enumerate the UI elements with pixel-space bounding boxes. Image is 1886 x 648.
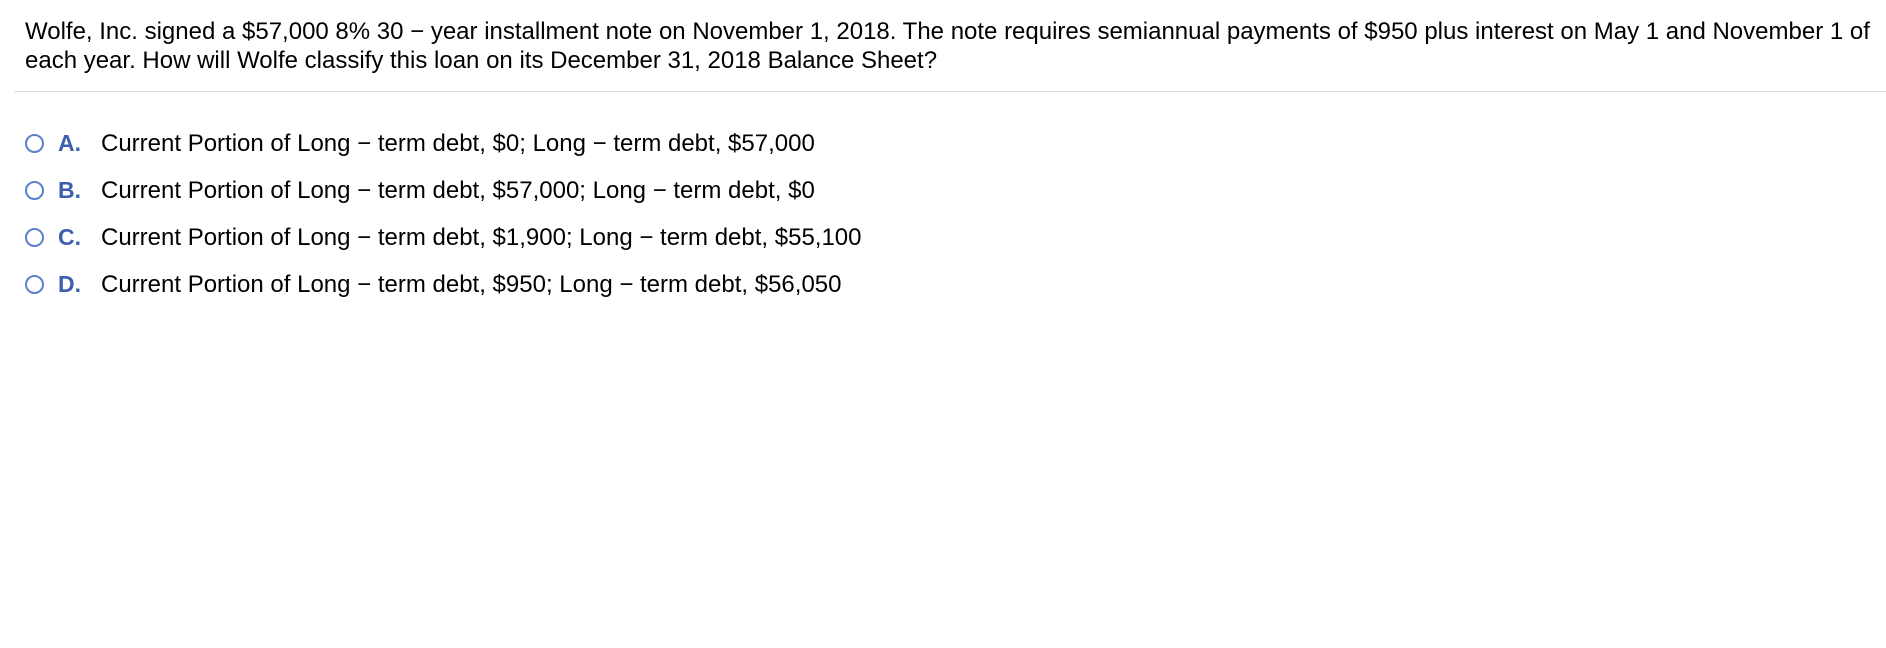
radio-button-b[interactable] [25, 181, 44, 200]
answer-options [25, 120, 862, 308]
option-letter: A. [58, 130, 81, 156]
option-letter: D. [58, 271, 81, 297]
option-b[interactable] [25, 167, 862, 214]
question-text: Wolfe, Inc. signed a $57,000 8% 30 − year installment note on November 1, 2018. The note requires semiannual payments of $950 plus interest on May 1 and November 1 of each year. How will Wolfe classify this loan on its December 31, 2018 Balance Sheet? [25, 18, 1870, 74]
option-text[interactable]: Current Portion of Long − term debt, $1,900; Long − term debt, $55,100 [101, 224, 862, 251]
option-d[interactable] [25, 261, 862, 308]
divider [14, 91, 1886, 92]
option-c[interactable] [25, 214, 862, 261]
option-text[interactable]: Current Portion of Long − term debt, $57,000; Long − term debt, $0 [101, 177, 815, 204]
option-letter: C. [58, 224, 81, 250]
option-text[interactable]: Current Portion of Long − term debt, $0; Long − term debt, $57,000 [101, 130, 815, 157]
option-letter: B. [58, 177, 81, 203]
option-text[interactable]: Current Portion of Long − term debt, $950; Long − term debt, $56,050 [101, 271, 842, 298]
radio-button-c[interactable] [25, 228, 44, 247]
radio-button-d[interactable] [25, 275, 44, 294]
radio-button-a[interactable] [25, 134, 44, 153]
option-a[interactable] [25, 120, 862, 167]
